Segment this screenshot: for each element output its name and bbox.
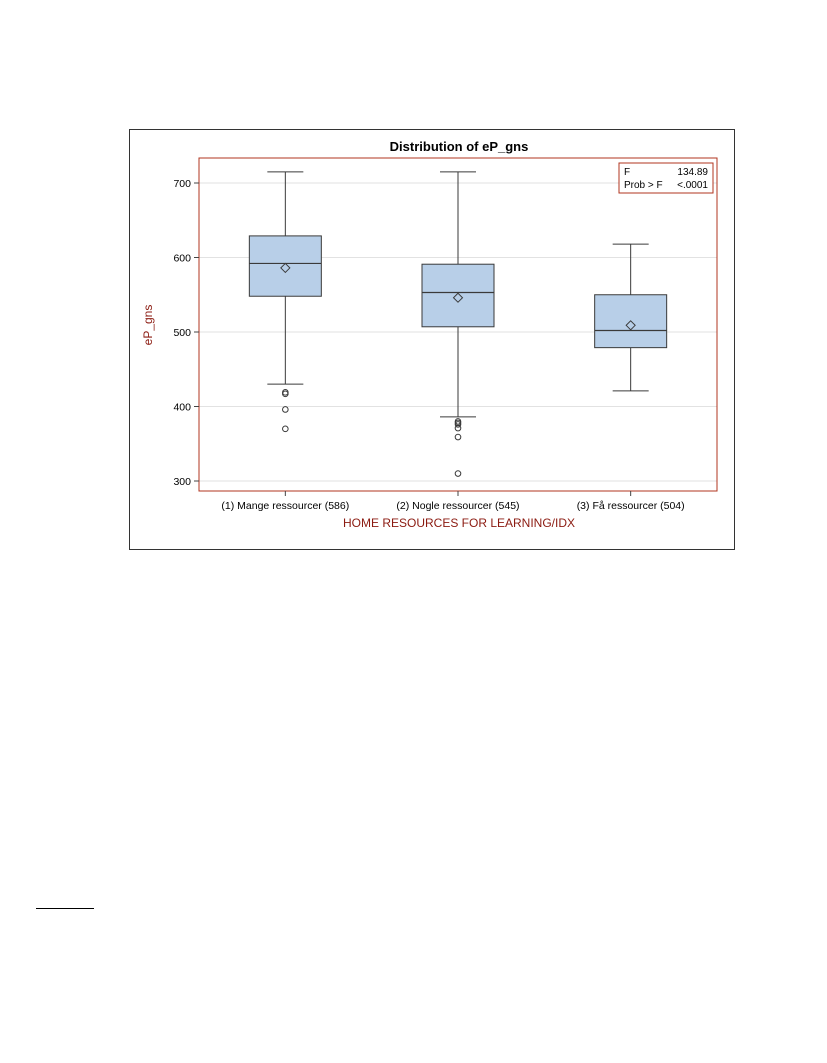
box-iqr	[422, 264, 494, 327]
x-axis	[221, 491, 684, 512]
x-axis-label: HOME RESOURCES FOR LEARNING/IDX	[342, 516, 576, 530]
stats-value: 134.89	[677, 167, 708, 178]
outlier-point	[455, 471, 461, 477]
x-tick-label: (3) Få ressourcer (504)	[576, 500, 685, 512]
y-axis	[173, 178, 199, 488]
footnote-rule	[36, 908, 94, 909]
x-tick-label: (2) Nogle ressourcer (545)	[396, 500, 520, 512]
outlier-point	[283, 426, 289, 432]
y-tick-label: 300	[173, 476, 191, 488]
box-group	[422, 172, 494, 477]
y-tick-label: 400	[173, 401, 191, 414]
chart-title: Distribution of eP_gns	[389, 139, 529, 154]
outlier-point	[455, 434, 461, 440]
box-series	[249, 172, 666, 477]
chart-figure	[129, 129, 735, 550]
stats-label: F	[624, 167, 631, 178]
stats-box	[619, 163, 713, 193]
box-group	[249, 172, 321, 432]
y-tick-label: 500	[173, 327, 191, 339]
y-axis-label: eP_gns	[141, 304, 155, 346]
outlier-point	[283, 407, 289, 413]
chart-canvas	[130, 130, 736, 551]
stats-label: Prob > F	[624, 180, 663, 191]
box-iqr	[249, 236, 321, 296]
stats-value: <.0001	[677, 180, 708, 191]
x-tick-label: (1) Mange ressourcer (586)	[221, 500, 350, 512]
y-tick-label: 700	[173, 178, 191, 190]
box-group	[595, 244, 667, 391]
y-tick-label: 600	[173, 252, 191, 265]
